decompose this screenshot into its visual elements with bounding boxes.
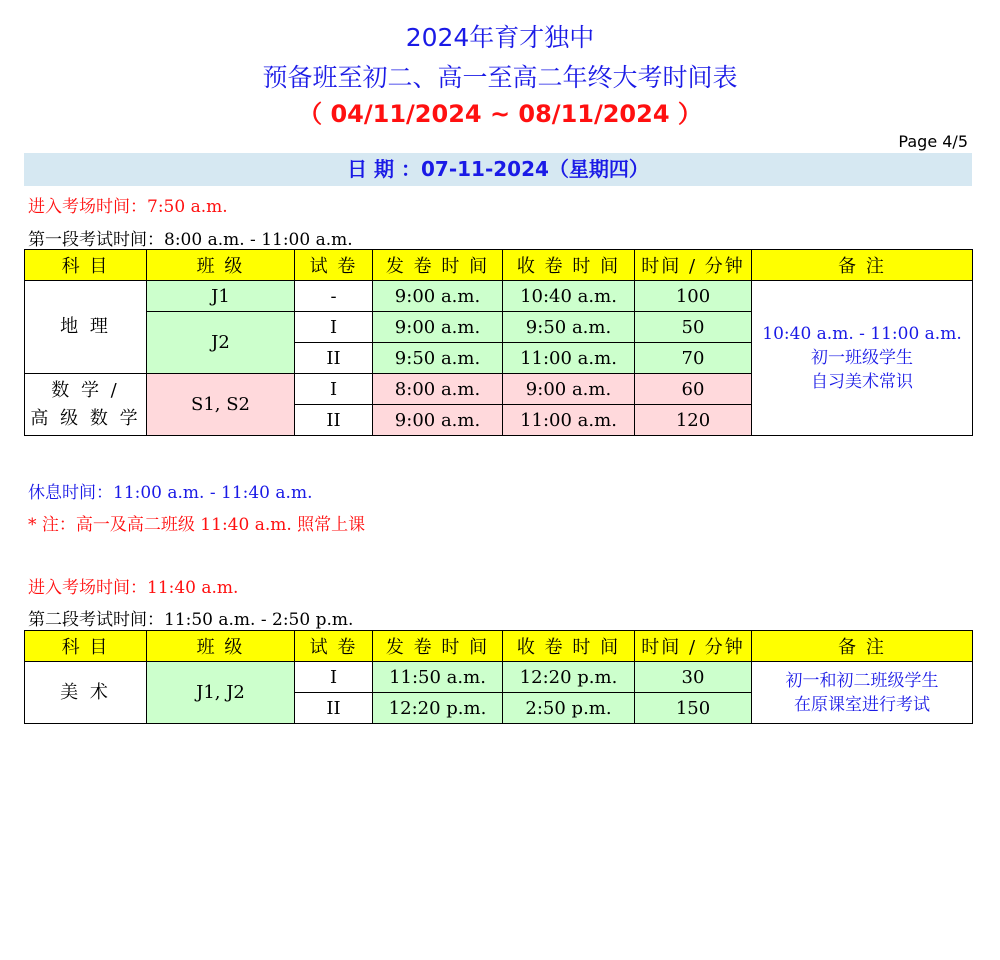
paper-cell: - [295, 281, 373, 312]
remark-line: 在原课室进行考试 [794, 694, 930, 715]
paper-cell: I [295, 312, 373, 343]
session2-table [24, 630, 973, 724]
col-remarks: 备 注 [752, 250, 973, 281]
col-paper: 试 卷 [295, 250, 373, 281]
col-subject: 科 目 [25, 631, 147, 662]
session1-entry-time: 进入考场时间：7:50 a.m. [28, 197, 228, 217]
subject-cell: 美 术 [25, 662, 147, 724]
subject-cell [25, 374, 147, 436]
class-cell: J1, J2 [147, 662, 295, 724]
paper-cell: I [295, 374, 373, 405]
paper-cell: I [295, 662, 373, 693]
end-time-cell: 10:40 a.m. [503, 281, 635, 312]
end-time-cell: 11:00 a.m. [503, 343, 635, 374]
session1-label: 第一段考试时间：8:00 a.m. - 11:00 a.m. [28, 230, 353, 250]
col-minutes: 时间 / 分钟 [635, 631, 752, 662]
end-time-cell: 9:00 a.m. [503, 374, 635, 405]
remarks-cell [752, 281, 973, 436]
remark-line: 10:40 a.m. - 11:00 a.m. [762, 324, 962, 344]
col-class: 班 级 [147, 631, 295, 662]
minutes-cell: 120 [635, 405, 752, 436]
col-remarks: 备 注 [752, 631, 973, 662]
table-row [25, 281, 973, 312]
class-cell: J2 [147, 312, 295, 374]
break-note: * 注：高一及高二班级 11:40 a.m. 照常上课 [28, 515, 366, 535]
start-time-cell: 9:00 a.m. [373, 281, 503, 312]
minutes-cell: 30 [635, 662, 752, 693]
class-cell: J1 [147, 281, 295, 312]
start-time-cell: 11:50 a.m. [373, 662, 503, 693]
table-header-row [25, 250, 973, 281]
table-header-row [25, 631, 973, 662]
col-minutes: 时间 / 分钟 [635, 250, 752, 281]
col-subject: 科 目 [25, 250, 147, 281]
minutes-cell: 70 [635, 343, 752, 374]
subject-cell: 地 理 [25, 281, 147, 374]
end-time-cell: 12:20 p.m. [503, 662, 635, 693]
col-start: 发 卷 时 间 [373, 250, 503, 281]
start-time-cell: 12:20 p.m. [373, 693, 503, 724]
minutes-cell: 150 [635, 693, 752, 724]
col-class: 班 级 [147, 250, 295, 281]
remark-line: 自习美术常识 [811, 372, 913, 392]
class-cell: S1, S2 [147, 374, 295, 436]
remark-line: 初一和初二班级学生 [785, 670, 939, 691]
session1-table [24, 249, 973, 436]
start-time-cell: 9:00 a.m. [373, 405, 503, 436]
col-start: 发 卷 时 间 [373, 631, 503, 662]
session2-entry-time: 进入考场时间：11:40 a.m. [28, 578, 239, 598]
end-time-cell: 9:50 a.m. [503, 312, 635, 343]
break-time: 休息时间：11:00 a.m. - 11:40 a.m. [28, 483, 313, 503]
minutes-cell: 50 [635, 312, 752, 343]
minutes-cell: 100 [635, 281, 752, 312]
date-bar: 日 期 ：07-11-2024（星期四） [24, 153, 972, 186]
end-time-cell: 2:50 p.m. [503, 693, 635, 724]
remark-line: 初一班级学生 [811, 348, 913, 368]
page-number: Page 4/5 [898, 132, 968, 151]
paper-cell: II [295, 693, 373, 724]
session2-label: 第二段考试时间：11:50 a.m. - 2:50 p.m. [28, 610, 354, 630]
col-end: 收 卷 时 间 [503, 250, 635, 281]
col-end: 收 卷 时 间 [503, 631, 635, 662]
paper-cell: II [295, 405, 373, 436]
start-time-cell: 9:50 a.m. [373, 343, 503, 374]
table-row [25, 662, 973, 693]
minutes-cell: 60 [635, 374, 752, 405]
subject-line: 数 学 / [51, 379, 120, 401]
start-time-cell: 9:00 a.m. [373, 312, 503, 343]
remarks-cell [752, 662, 973, 724]
start-time-cell: 8:00 a.m. [373, 374, 503, 405]
col-paper: 试 卷 [295, 631, 373, 662]
date-range: （ 04/11/2024 ~ 08/11/2024 ） [298, 100, 702, 128]
end-time-cell: 11:00 a.m. [503, 405, 635, 436]
subject-line: 高 级 数 学 [30, 407, 141, 429]
school-title: 2024年育才独中 [405, 23, 595, 52]
paper-cell: II [295, 343, 373, 374]
schedule-title: 预备班至初二、高一至高二年终大考时间表 [262, 63, 738, 92]
